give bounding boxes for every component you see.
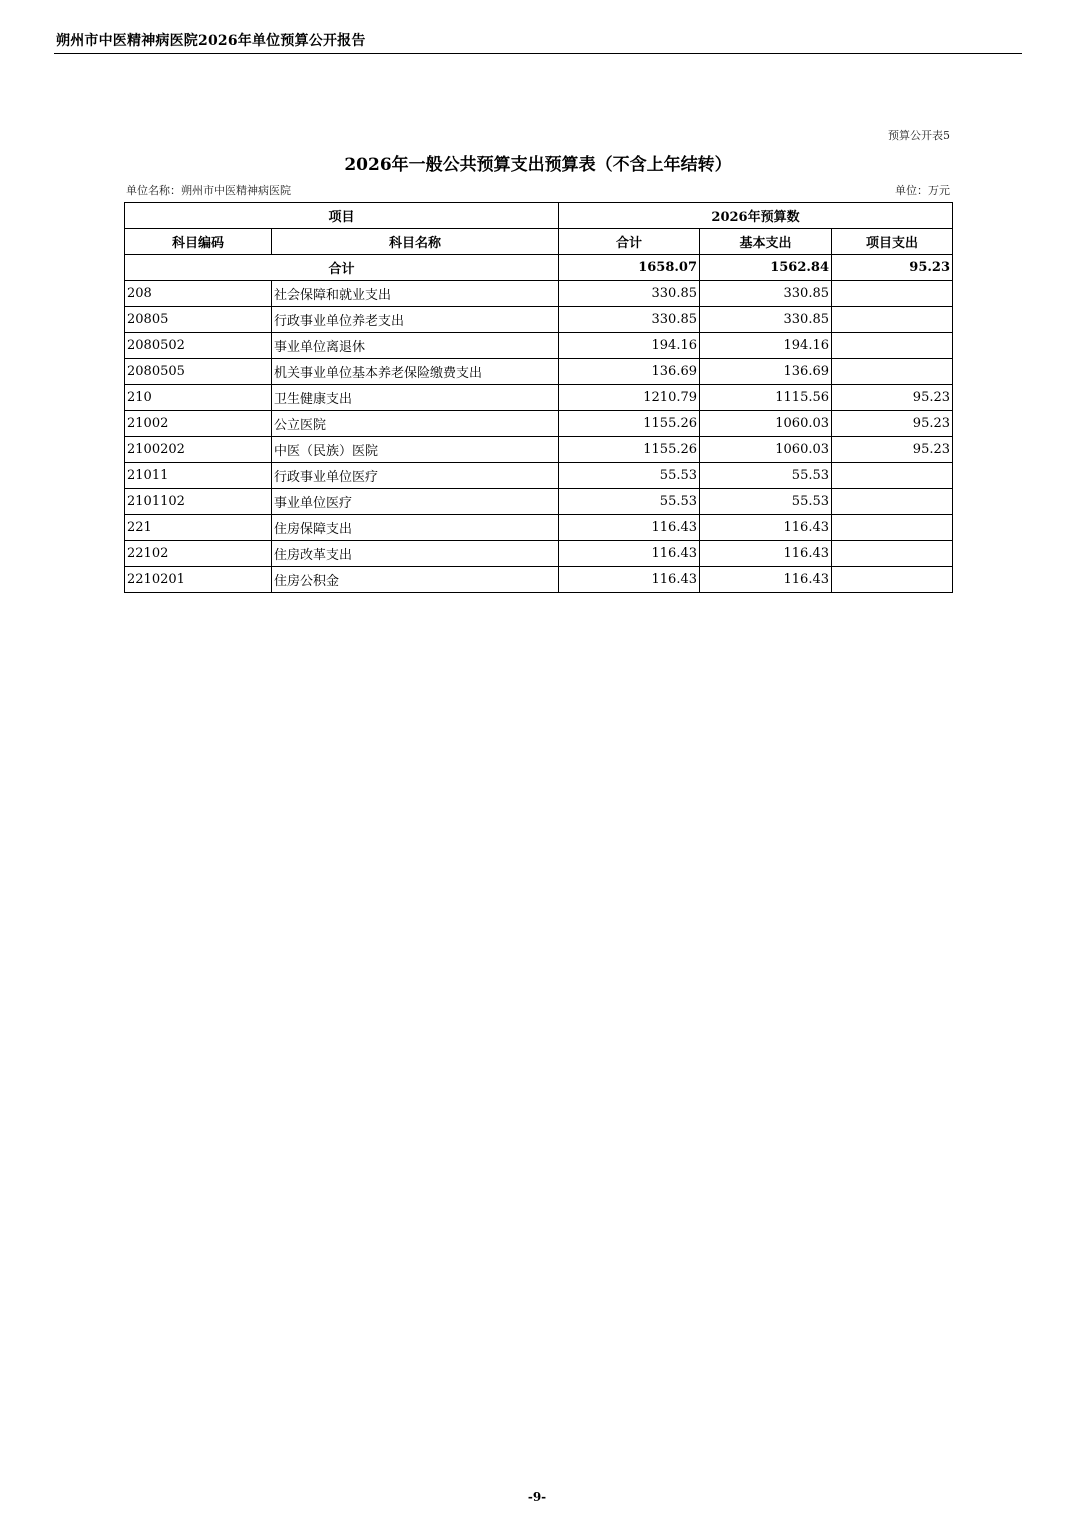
cell-total: 116.43	[559, 515, 700, 541]
total-row	[125, 255, 953, 281]
cell-code: 210	[125, 385, 272, 411]
cell-project	[832, 281, 953, 307]
cell-project: 95.23	[832, 411, 953, 437]
table-row	[125, 567, 953, 593]
group-header-budget: 2026年预算数	[559, 203, 953, 229]
budget-table	[124, 202, 953, 593]
cell-basic: 136.69	[700, 359, 832, 385]
cell-name: 住房公积金	[272, 567, 559, 593]
cell-basic: 1115.56	[700, 385, 832, 411]
cell-code: 22102	[125, 541, 272, 567]
cell-basic: 330.85	[700, 307, 832, 333]
page-number: -9-	[527, 1490, 547, 1504]
cell-basic: 1060.03	[700, 437, 832, 463]
running-header: 朔州市中医精神病医院2026年单位预算公开报告	[56, 33, 366, 49]
table-row	[125, 411, 953, 437]
table-row	[125, 333, 953, 359]
unit-name: 单位名称：朔州市中医精神病医院	[126, 184, 291, 197]
cell-name: 行政事业单位养老支出	[272, 307, 559, 333]
column-header-row	[125, 229, 953, 255]
cell-basic: 116.43	[700, 541, 832, 567]
cell-total: 1155.26	[559, 411, 700, 437]
cell-basic: 194.16	[700, 333, 832, 359]
cell-basic: 116.43	[700, 567, 832, 593]
cell-total: 1155.26	[559, 437, 700, 463]
cell-total: 55.53	[559, 489, 700, 515]
column-header-total: 合计	[559, 229, 700, 255]
cell-total: 116.43	[559, 541, 700, 567]
form-id: 预算公开表5	[888, 129, 950, 142]
cell-project: 95.23	[832, 437, 953, 463]
cell-name: 中医（民族）医院	[272, 437, 559, 463]
group-header-row	[125, 203, 953, 229]
cell-project	[832, 515, 953, 541]
group-header-project: 项目	[125, 203, 559, 229]
cell-code: 2210201	[125, 567, 272, 593]
cell-basic: 55.53	[700, 463, 832, 489]
table-title: 2026年一般公共预算支出预算表（不含上年结转）	[344, 155, 732, 175]
cell-total: 116.43	[559, 567, 700, 593]
cell-code: 208	[125, 281, 272, 307]
cell-project	[832, 567, 953, 593]
cell-code: 21002	[125, 411, 272, 437]
cell-total: 136.69	[559, 359, 700, 385]
cell-code: 2101102	[125, 489, 272, 515]
column-header-basic: 基本支出	[700, 229, 832, 255]
unit-label: 单位：万元	[895, 184, 950, 197]
cell-basic: 1060.03	[700, 411, 832, 437]
cell-name: 事业单位医疗	[272, 489, 559, 515]
cell-project	[832, 541, 953, 567]
cell-code: 2100202	[125, 437, 272, 463]
cell-name: 卫生健康支出	[272, 385, 559, 411]
cell-project: 95.23	[832, 385, 953, 411]
cell-basic: 330.85	[700, 281, 832, 307]
cell-total: 55.53	[559, 463, 700, 489]
table-row	[125, 515, 953, 541]
total-total: 1658.07	[559, 255, 700, 281]
column-header-name: 科目名称	[272, 229, 559, 255]
cell-code: 2080502	[125, 333, 272, 359]
cell-project	[832, 463, 953, 489]
table-row	[125, 385, 953, 411]
table-row	[125, 541, 953, 567]
total-label: 合计	[125, 255, 559, 281]
table-row	[125, 359, 953, 385]
table-row	[125, 281, 953, 307]
table-body	[125, 255, 953, 593]
cell-name: 社会保障和就业支出	[272, 281, 559, 307]
cell-name: 公立医院	[272, 411, 559, 437]
total-project: 95.23	[832, 255, 953, 281]
cell-total: 1210.79	[559, 385, 700, 411]
cell-project	[832, 307, 953, 333]
cell-total: 330.85	[559, 281, 700, 307]
table-row	[125, 463, 953, 489]
cell-code: 221	[125, 515, 272, 541]
cell-name: 事业单位离退休	[272, 333, 559, 359]
cell-name: 住房改革支出	[272, 541, 559, 567]
cell-name: 机关事业单位基本养老保险缴费支出	[272, 359, 559, 385]
cell-name: 住房保障支出	[272, 515, 559, 541]
table-row	[125, 307, 953, 333]
column-header-code: 科目编码	[125, 229, 272, 255]
cell-basic: 55.53	[700, 489, 832, 515]
cell-code: 21011	[125, 463, 272, 489]
cell-project	[832, 359, 953, 385]
column-header-project: 项目支出	[832, 229, 953, 255]
table-row	[125, 489, 953, 515]
cell-code: 2080505	[125, 359, 272, 385]
header-rule	[54, 53, 1022, 54]
total-basic: 1562.84	[700, 255, 832, 281]
cell-name: 行政事业单位医疗	[272, 463, 559, 489]
cell-project	[832, 333, 953, 359]
table-row	[125, 437, 953, 463]
cell-project	[832, 489, 953, 515]
cell-total: 330.85	[559, 307, 700, 333]
cell-total: 194.16	[559, 333, 700, 359]
cell-code: 20805	[125, 307, 272, 333]
cell-basic: 116.43	[700, 515, 832, 541]
